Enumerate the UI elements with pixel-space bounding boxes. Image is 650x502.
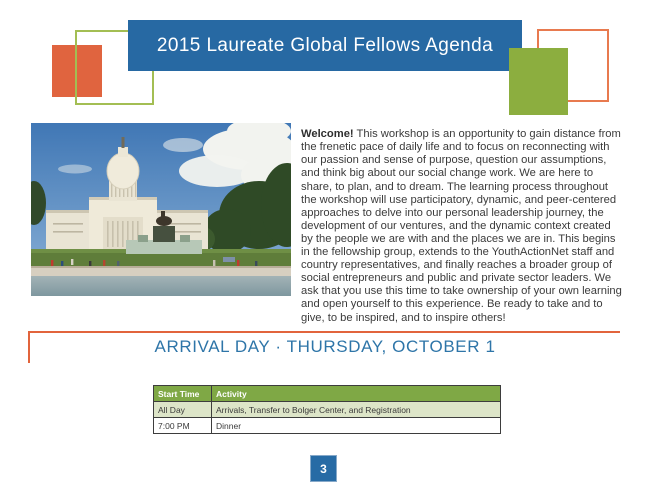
cell-start-time: 7:00 PM xyxy=(154,418,212,434)
section-title: ARRIVAL DAY · THURSDAY, OCTOBER 1 xyxy=(154,337,496,356)
page-title: 2015 Laureate Global Fellows Agenda xyxy=(156,34,494,56)
schedule-table xyxy=(153,385,501,434)
section-divider-line xyxy=(28,331,620,333)
welcome-paragraph xyxy=(301,128,623,324)
cell-activity: Dinner xyxy=(212,418,501,434)
page-number-badge xyxy=(310,455,337,482)
decorative-green-square-right xyxy=(509,48,568,115)
capitol-photo xyxy=(31,123,291,296)
capitol-photo-illustration xyxy=(31,123,291,296)
cell-activity: Arrivals, Transfer to Bolger Center, and Registration xyxy=(212,402,501,418)
welcome-body: This workshop is an opportunity to gain distance from the frenetic pace of daily life and to focus on reconnecting with our passion and sense of purpose, question our assumptions, and think big about our social change work. We are here to share, to plan, and to dream. The learning process throughout the workshop will use participatory, dynamic, and peer-centered approaches to delve into our personal leadership journey, the development of our ventures, and the dynamic context created by the people we are with and the places we are in. This begins in the fellowship group, extends to the YouthActionNet staff and country representatives, and finally reaches a broader group of social entrepreneurs and public and private sector leaders. We ask that you use this time to take ownership of your own learning and open yourself to this experience. Be ready to take and to give, to be inspired, and to inspire others! xyxy=(301,128,622,324)
welcome-lead: Welcome! xyxy=(301,128,354,141)
column-header-activity: Activity xyxy=(212,386,501,402)
table-row xyxy=(154,418,501,434)
title-banner xyxy=(128,20,522,71)
table-header-row xyxy=(154,386,501,402)
cell-start-time: All Day xyxy=(154,402,212,418)
column-header-start-time: Start Time xyxy=(154,386,212,402)
page-number: 3 xyxy=(320,461,327,476)
table-row xyxy=(154,402,501,418)
